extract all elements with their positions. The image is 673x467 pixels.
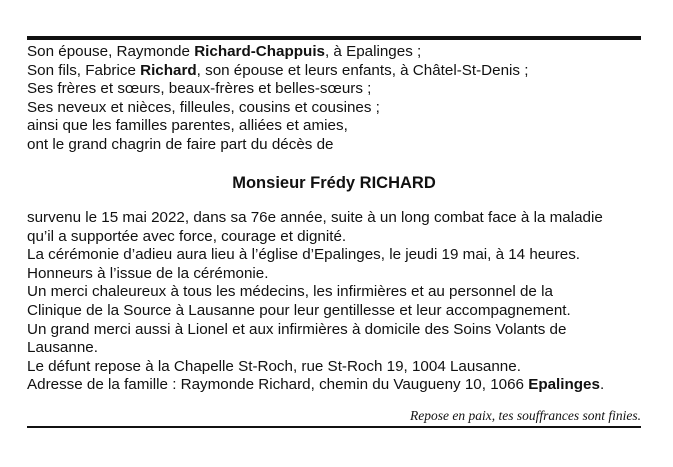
line-text: La cérémonie d’adieu aura lieu à l’église d’Epalinges, le jeudi 19 mai, à 14 heures.	[27, 246, 581, 264]
line-text: Un merci chaleureux à tous les médecins, les infirmières et au personnel de la	[27, 283, 553, 301]
line-text: Le défunt repose à la Chapelle St-Roch, rue St-Roch 19, 1004 Lausanne.	[27, 357, 521, 375]
intro-line	[27, 62, 641, 81]
closing-line: Repose en paix, tes souffrances sont finies.	[410, 408, 641, 423]
line-text: qu’il a supportée avec force, courage et dignité.	[27, 227, 347, 245]
body-line	[27, 265, 641, 284]
body-line	[27, 246, 641, 265]
family-announcement	[27, 43, 641, 155]
body-line	[27, 358, 641, 377]
line-text: ainsi que les familles parentes, alliées et amies,	[27, 117, 348, 135]
body-line	[27, 376, 641, 395]
death-notice-body	[27, 209, 641, 395]
intro-line	[27, 136, 641, 155]
body-line	[27, 302, 641, 321]
line-text: Adresse de la famille : Raymonde Richard, chemin du Vaugueny 10, 1066	[27, 376, 529, 394]
body-line	[27, 283, 641, 302]
line-text: Un grand merci aussi à Lionel et aux infirmières à domicile des Soins Volants de	[27, 320, 567, 338]
line-text: Honneurs à l’issue de la cérémonie.	[27, 264, 269, 282]
body-line	[27, 209, 641, 228]
intro-line	[27, 99, 641, 118]
intro-line	[27, 117, 641, 136]
line-text: Son épouse, Raymonde	[27, 43, 195, 60]
line-text: Clinique de la Source à Lausanne pour leur gentillesse et leur accompagnement.	[27, 301, 571, 319]
line-text: , à Epalinges ;	[324, 43, 422, 60]
line-text: ont le grand chagrin de faire part du décès de	[27, 135, 334, 153]
deceased-name: Monsieur Frédy RICHARD	[232, 174, 436, 192]
body-line	[27, 339, 641, 358]
line-text: , son épouse et leurs enfants, à Châtel-St-Denis ;	[196, 61, 529, 79]
line-text: .	[599, 376, 605, 394]
line-text: Son fils, Fabrice	[27, 61, 141, 79]
bottom-rule	[27, 426, 641, 428]
intro-line	[27, 80, 641, 99]
bold-name: Richard	[140, 61, 197, 79]
line-text: Ses frères et sœurs, beaux-frères et belles-sœurs ;	[27, 80, 372, 98]
line-text: survenu le 15 mai 2022, dans sa 76e année, suite à un long combat face à la maladie	[27, 209, 603, 226]
bold-name: Epalinges	[528, 376, 600, 394]
body-line	[27, 321, 641, 340]
line-text: Ses neveux et nièces, filleules, cousins et cousines ;	[27, 98, 380, 116]
bold-name: Richard-Chappuis	[194, 43, 325, 60]
top-rule	[27, 36, 641, 40]
line-text: Lausanne.	[27, 339, 98, 357]
intro-line	[27, 43, 641, 62]
body-line	[27, 228, 641, 247]
